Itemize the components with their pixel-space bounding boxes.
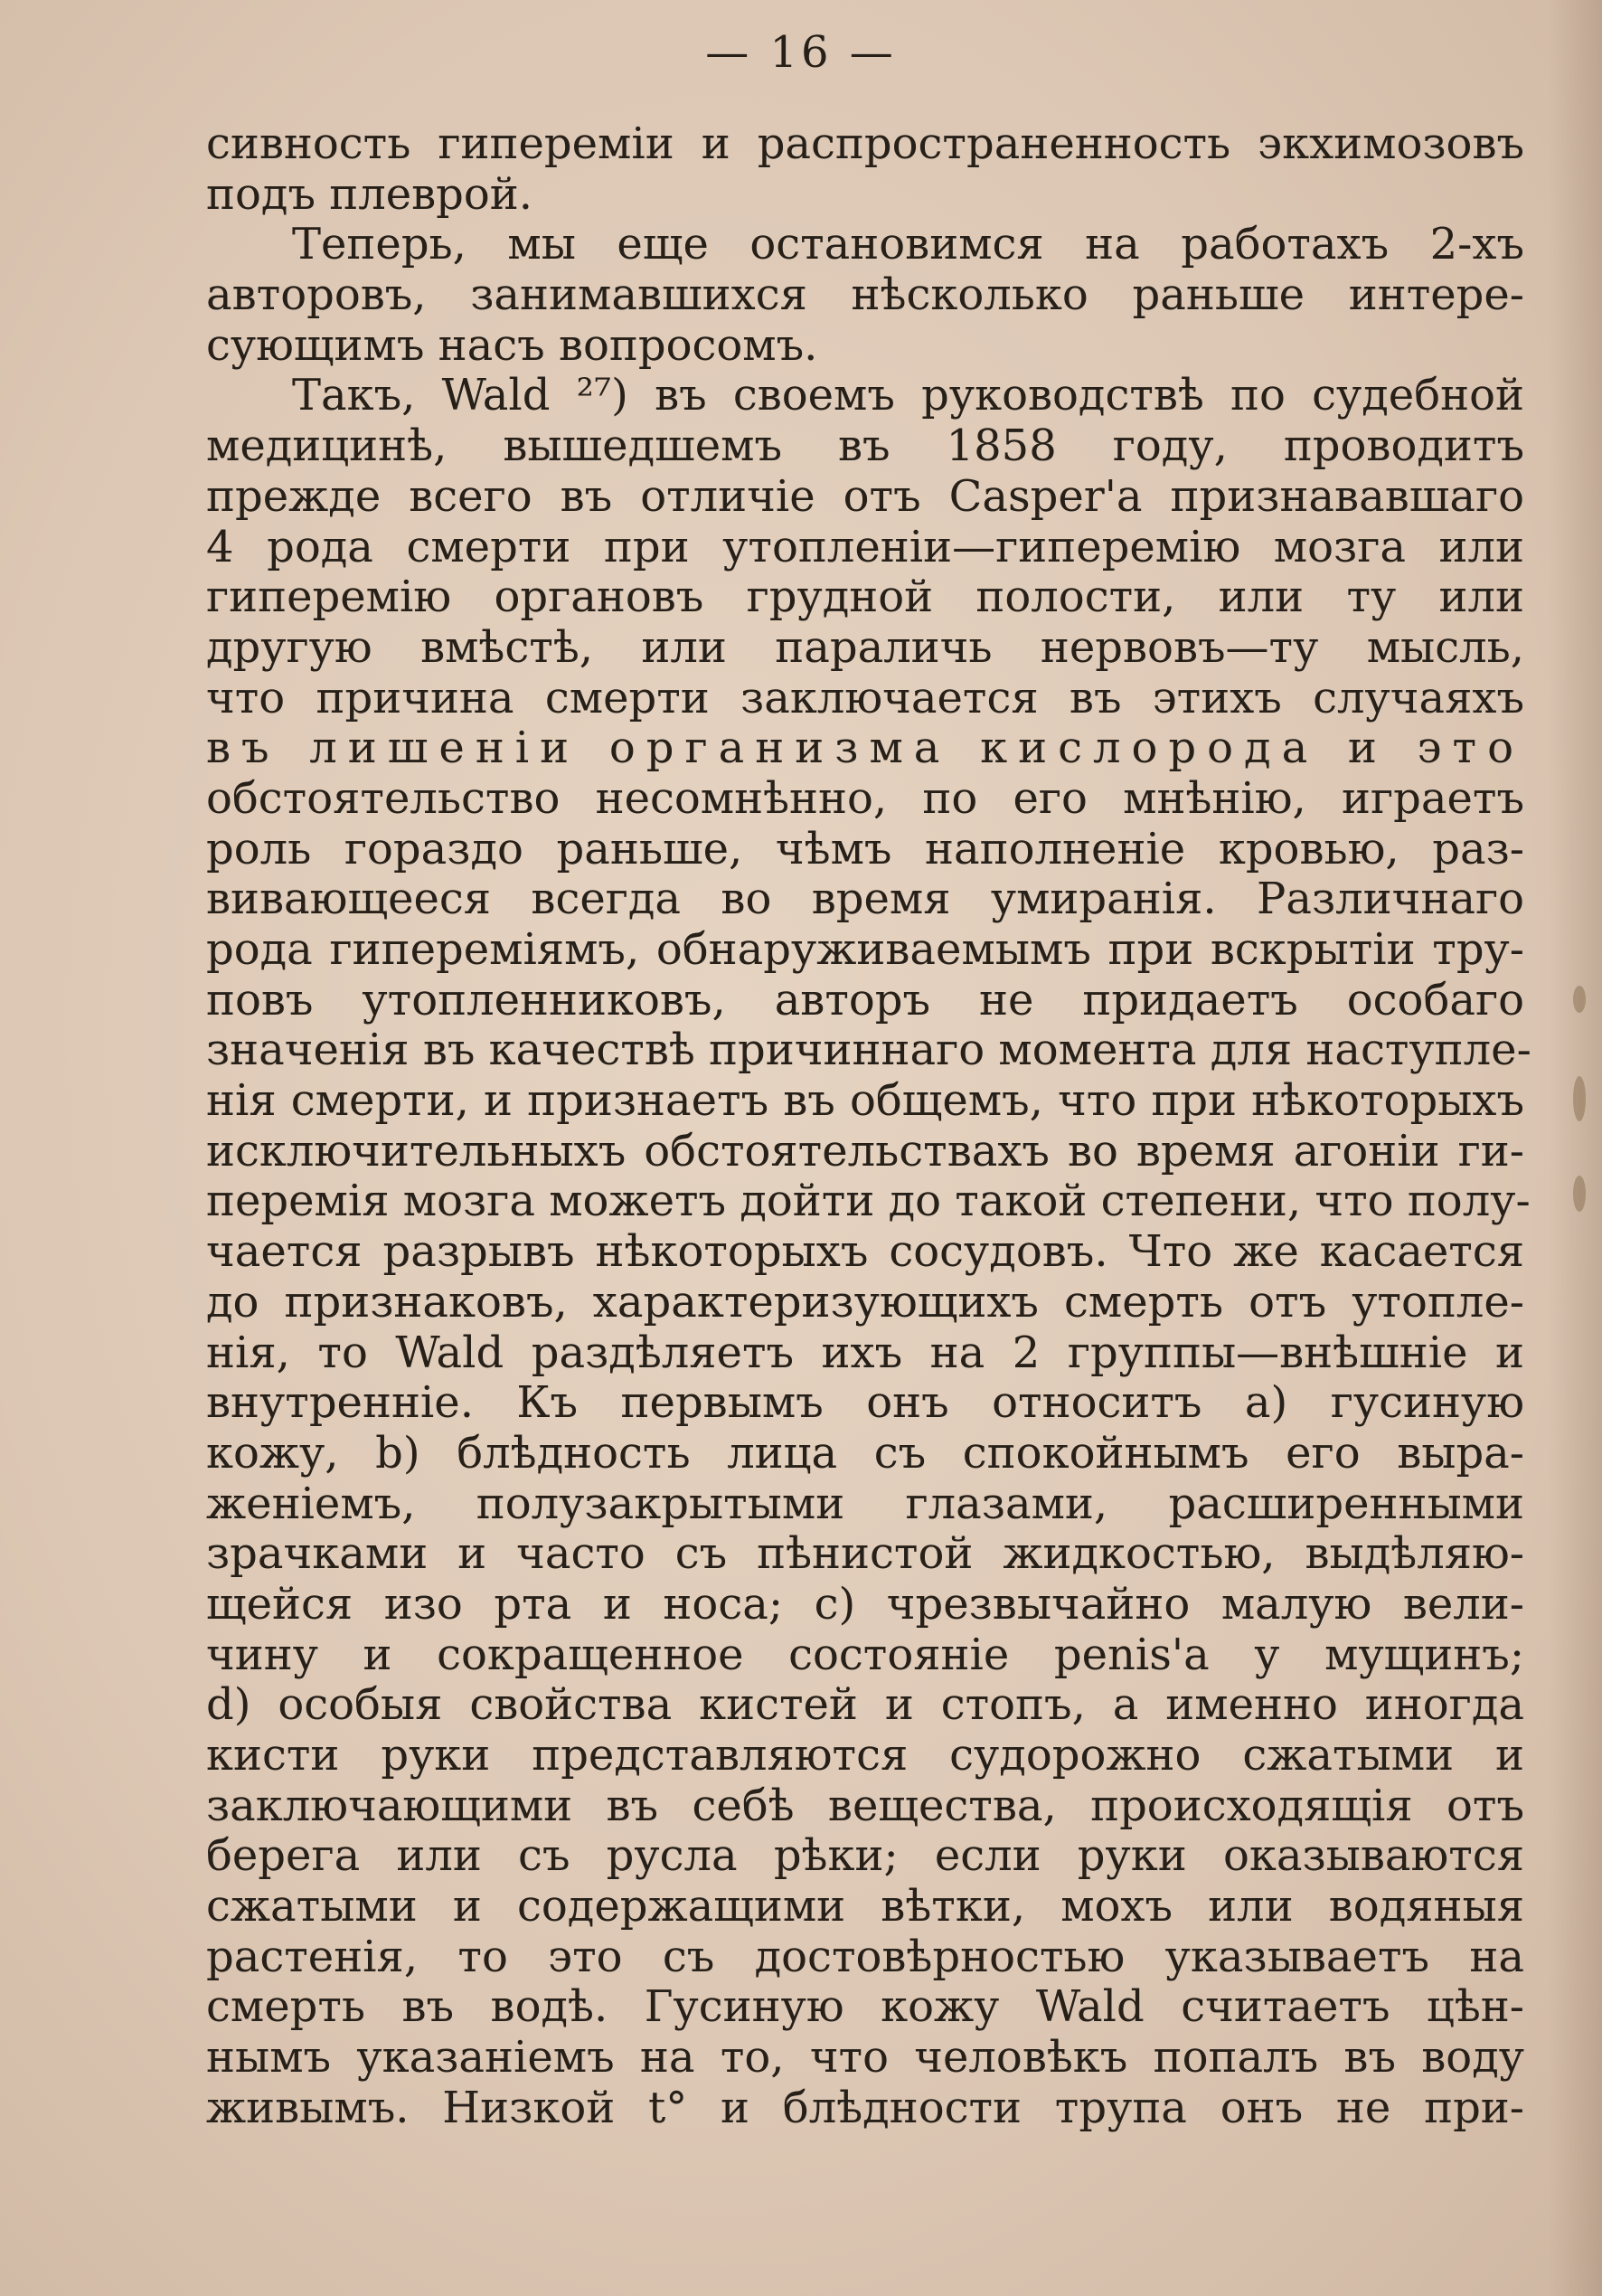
body-text	[206, 118, 1531, 2134]
text-line: нія смерти, и признаетъ въ общемъ, что при нѣкоторыхъ	[206, 1075, 1524, 1127]
text-line: кисти руки представляются судорожно сжатыми и	[206, 1730, 1524, 1781]
text-line: повъ утопленниковъ, авторъ не придаетъ особаго	[206, 974, 1524, 1025]
text-line: исключительныхъ обстоятельствахъ во время агоніи ги-	[206, 1125, 1524, 1176]
page-edge-mark	[1573, 1176, 1586, 1212]
text-line: d) особыя свойства кистей и стопъ, а именно иногда	[206, 1679, 1524, 1731]
text-line: роль гораздо раньше, чѣмъ наполненіе кровью, раз-	[206, 823, 1524, 874]
text-line: нія, то Wald раздѣляетъ ихъ на 2 группы—внѣшніе и	[206, 1327, 1524, 1378]
text-line: смерть въ водѣ. Гусиную кожу Wald считаетъ цѣн-	[206, 1981, 1524, 2033]
page-edge-mark	[1573, 986, 1586, 1013]
text-line: берега или съ русла рѣки; если руки оказываются	[206, 1830, 1524, 1882]
text-line: 4 рода смерти при утопленіи—гиперемію мозга или	[206, 521, 1524, 572]
text-line: что причина смерти заключается въ этихъ случаяхъ	[206, 672, 1524, 723]
text-line: внутренніе. Къ первымъ онъ относитъ a) гусиную	[206, 1377, 1524, 1429]
text-line: сжатыми и содержащими вѣтки, мохъ или водяныя	[206, 1881, 1524, 1932]
text-line: въ лишеніи организма кислорода и это	[206, 723, 1524, 774]
text-line: Такъ, Wald ²⁷) въ своемъ руководствѣ по судебной	[292, 370, 1524, 421]
text-line: сующимъ насъ вопросомъ.	[206, 319, 818, 371]
text-line: зрачками и часто съ пѣнистой жидкостью, выдѣляю-	[206, 1528, 1524, 1580]
text-line: прежде всего въ отличіе отъ Casper'а признававшаго	[206, 470, 1524, 522]
text-line: женіемъ, полузакрытыми глазами, расширенными	[206, 1478, 1524, 1529]
text-line: сивность гипереміи и распространенность экхимозовъ	[206, 118, 1524, 169]
text-line: чину и сокращенное состояніе penis'а у мущинъ;	[206, 1629, 1524, 1680]
text-line: перемія мозга можетъ дойти до такой степени, что полу-	[206, 1176, 1531, 1227]
text-line: до признаковъ, характеризующихъ смерть отъ утопле-	[206, 1276, 1524, 1328]
text-line: Теперь, мы еще остановимся на работахъ 2-хъ	[292, 219, 1524, 270]
text-line: щейся изо рта и носа; c) чрезвычайно малую вели-	[206, 1578, 1524, 1630]
text-line: заключающими въ себѣ вещества, происходящія отъ	[206, 1780, 1524, 1831]
page-edge-mark	[1573, 1076, 1586, 1121]
text-line: медицинѣ, вышедшемъ въ 1858 году, проводитъ	[206, 420, 1524, 472]
text-line: обстоятельство несомнѣнно, по его мнѣнію, играетъ	[206, 772, 1524, 824]
text-line: вивающееся всегда во время умиранія. Различнаго	[206, 874, 1524, 925]
text-line: нымъ указаніемъ на то, что человѣкъ попалъ въ воду	[206, 2032, 1524, 2083]
text-line: другую вмѣстѣ, или параличь нервовъ—ту мысль,	[206, 621, 1524, 673]
text-line: чается разрывъ нѣкоторыхъ сосудовъ. Что же касается	[206, 1226, 1524, 1278]
text-line: растенія, то это съ достовѣрностью указываетъ на	[206, 1931, 1524, 1982]
text-line: значенія въ качествѣ причиннаго момента для наступле-	[206, 1025, 1531, 1076]
text-line: подъ плеврой.	[206, 168, 533, 220]
text-line: рода гипереміямъ, обнаруживаемымъ при вскрытіи тру-	[206, 924, 1524, 975]
text-line: авторовъ, занимавшихся нѣсколько раньше интере-	[206, 269, 1524, 321]
text-line: гиперемію органовъ грудной полости, или ту или	[206, 572, 1524, 623]
text-line: кожу, b) блѣдность лица съ спокойнымъ его выра-	[206, 1427, 1524, 1479]
text-line: живымъ. Низкой t° и блѣдности трупа онъ не при-	[206, 2082, 1524, 2133]
page-number: — 16 —	[705, 27, 897, 78]
